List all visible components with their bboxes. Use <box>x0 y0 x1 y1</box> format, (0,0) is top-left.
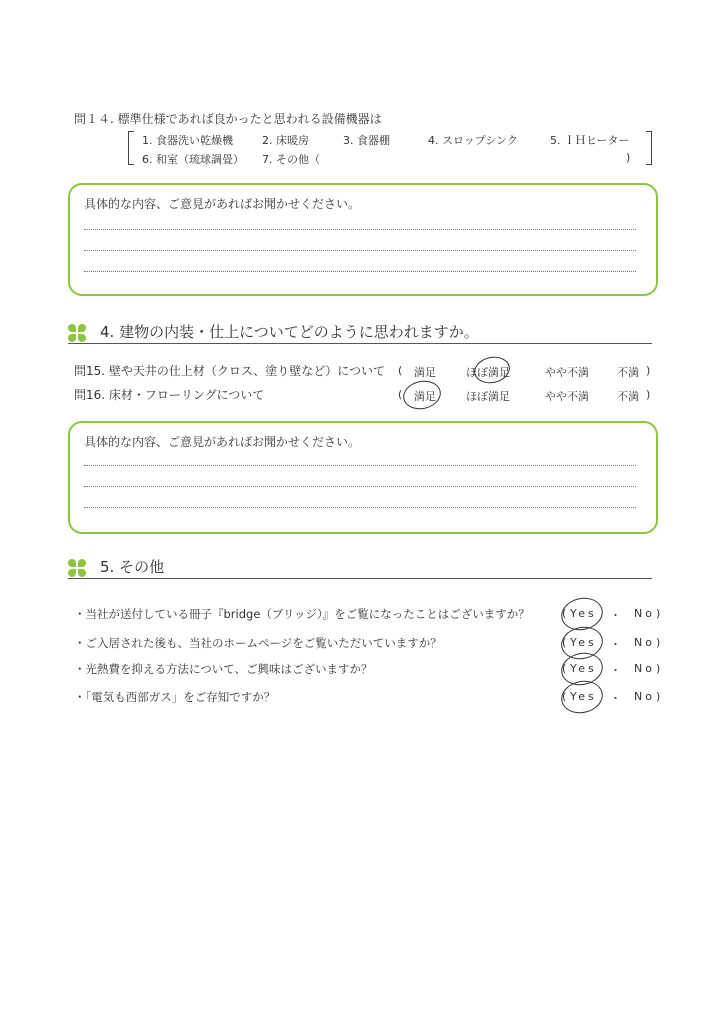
comment-line <box>84 250 636 251</box>
yn-close-paren: ) <box>656 690 661 703</box>
q14-option-ih-heater[interactable]: 5. ＩＨヒーター <box>550 134 630 147</box>
q15-option-mostly-satisfied[interactable]: ほぼ満足 <box>466 366 510 379</box>
clover-icon <box>68 559 86 577</box>
question-14-label: 問１４. 標準仕様であれば良かったと思われる設備機器は <box>74 112 382 126</box>
scale-close-paren: ) <box>646 388 651 401</box>
scale-open-paren: ( <box>398 388 403 401</box>
survey-item-homepage: ・ご入居された後も、当社のホームページをご覧いただいていますか？ <box>74 636 442 650</box>
yn-separator: ・ <box>610 609 621 622</box>
section-5-title: 5. その他 <box>100 558 165 576</box>
q15-option-somewhat-dissatisfied[interactable]: やや不満 <box>545 366 589 379</box>
survey-item-seibu-gas: ・「電気も西部ガス」をご存知ですか？ <box>74 690 276 704</box>
q14-option-floor-heating[interactable]: 2. 床暖房 <box>262 134 309 147</box>
yn-open-paren: ( <box>562 636 567 649</box>
comment-line <box>84 465 636 466</box>
no-option[interactable]: No <box>634 607 655 620</box>
q14-right-bracket <box>646 131 652 165</box>
yn-separator: ・ <box>610 692 621 705</box>
handwritten-selection-circle <box>401 377 444 412</box>
no-option[interactable]: No <box>634 662 655 675</box>
yn-open-paren: ( <box>562 607 567 620</box>
yn-close-paren: ) <box>656 607 661 620</box>
q16-option-satisfied[interactable]: 満足 <box>414 390 436 403</box>
scale-close-paren: ) <box>646 364 651 377</box>
q14-option-dishwasher[interactable]: 1. 食器洗い乾燥機 <box>142 134 233 147</box>
q15-option-dissatisfied[interactable]: 不満 <box>617 366 639 379</box>
yes-option[interactable]: Yes <box>570 690 597 703</box>
yn-close-paren: ) <box>656 636 661 649</box>
comment-line <box>84 271 636 272</box>
no-option[interactable]: No <box>634 690 655 703</box>
comment-box-q14[interactable] <box>68 183 658 296</box>
clover-icon <box>68 324 86 342</box>
section-5-header <box>68 556 652 579</box>
yn-separator: ・ <box>610 664 621 677</box>
yes-option[interactable]: Yes <box>570 636 597 649</box>
q16-option-dissatisfied[interactable]: 不満 <box>617 390 639 403</box>
question-15-label: 問15. 壁や天井の仕上材（クロス、塗り壁など）について <box>74 364 386 378</box>
no-option[interactable]: No <box>634 636 655 649</box>
q14-left-bracket <box>128 131 134 165</box>
q14-other-close-paren: ) <box>626 151 631 164</box>
yn-close-paren: ) <box>656 662 661 675</box>
comment-prompt: 具体的な内容、ご意見があればお聞かせください。 <box>84 197 361 211</box>
yes-option[interactable]: Yes <box>570 662 597 675</box>
handwritten-selection-circle <box>472 354 513 387</box>
q16-option-somewhat-dissatisfied[interactable]: やや不満 <box>545 390 589 403</box>
q14-option-cupboard[interactable]: 3. 食器棚 <box>343 134 390 147</box>
question-16-label: 問16. 床材・フローリングについて <box>74 388 265 402</box>
comment-prompt: 具体的な内容、ご意見があればお聞かせください。 <box>84 435 361 449</box>
scale-open-paren: ( <box>398 364 403 377</box>
yn-separator: ・ <box>610 638 621 651</box>
q16-option-mostly-satisfied[interactable]: ほぼ満足 <box>466 390 510 403</box>
comment-line <box>84 507 636 508</box>
yn-open-paren: ( <box>562 662 567 675</box>
yes-option[interactable]: Yes <box>570 607 597 620</box>
section-4-header <box>68 321 652 344</box>
survey-item-utility-savings: ・光熱費を抑える方法について、ご興味はございますか？ <box>74 662 373 676</box>
survey-item-bridge: ・当社が送付している冊子『bridge（ブリッジ）』をご覧になったことはございますか？ <box>74 607 530 621</box>
comment-line <box>84 486 636 487</box>
comment-line <box>84 229 636 230</box>
q15-option-satisfied[interactable]: 満足 <box>414 366 436 379</box>
q14-option-slop-sink[interactable]: 4. スロップシンク <box>428 134 518 147</box>
q14-option-japanese-room[interactable]: 6. 和室（琉球調畳） <box>142 153 244 166</box>
q14-option-other[interactable]: 7. その他（ <box>262 153 320 166</box>
yn-open-paren: ( <box>562 690 567 703</box>
handwritten-selection-circle <box>558 677 606 717</box>
section-4-title: 4. 建物の内装・仕上についてどのように思われますか。 <box>100 323 479 341</box>
comment-box-section-4[interactable] <box>68 421 658 534</box>
